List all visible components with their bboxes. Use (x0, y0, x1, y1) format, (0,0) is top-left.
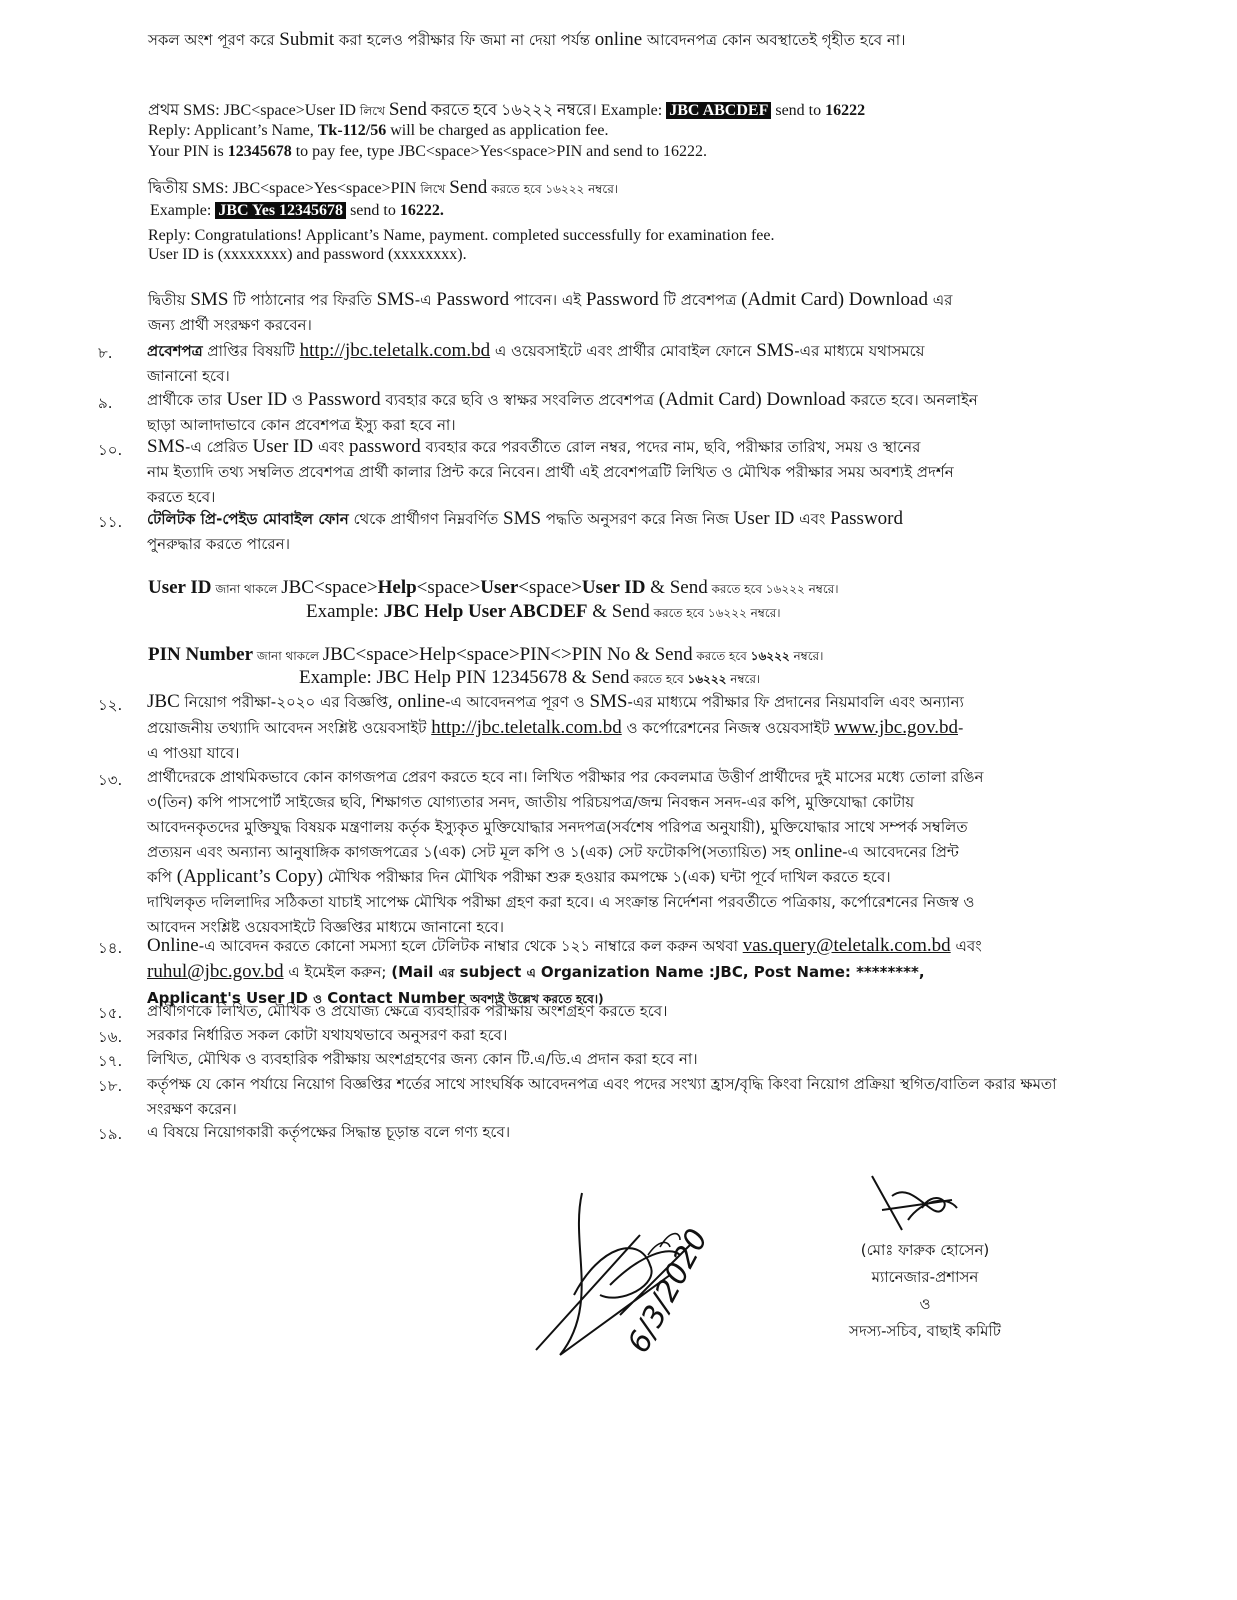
item-number: ১০. (98, 441, 123, 459)
item11-line2: পুনরুদ্ধার করতে পারেন। (147, 535, 290, 553)
item11-line1: টেলিটক প্রি-পেইড মোবাইল ফোন থেকে প্রার্থীগণ নিম্নবর্ণিত SMS পদ্ধতি অনুসরণ করে নিজ নিজ User ID এবং Password (147, 508, 903, 529)
signatory-name: (মোঃ ফারুক হোসেন) (860, 1241, 990, 1259)
item13-line2: ৩(তিন) কপি পাসপোর্ট সাইজের ছবি, শিক্ষাগত যোগ্যতার সনদ, জাতীয় পরিচয়পত্র/জন্ম নিবন্ধন সনদ-এর কপি, মুক্তিযোদ্ধা কোটায় (147, 793, 915, 811)
help-user-line2: Example: JBC Help User ABCDEF & Send করতে হবে ১৬২২২ নম্বরে। (306, 601, 781, 622)
sms2-example-highlight: JBC Yes 12345678 (215, 202, 346, 219)
list-item-19: এ বিষয়ে নিয়োগকারী কর্তৃপক্ষের সিদ্ধান্ত চূড়ান্ত বলে গণ্য হবে। (147, 1123, 511, 1141)
list-item-13 (147, 765, 1119, 940)
item8-line2: জানানো হবে। (147, 367, 230, 385)
list-item-11 (147, 507, 1119, 557)
item10-line3: করতে হবে। (147, 488, 216, 506)
item14-line2: ruhul@jbc.gov.bd এ ইমেইল করুন; (Mail এর subject এ Organization Name :JBC, Post Name: ********, (147, 961, 925, 982)
item13-line5: কপি (Applicant’s Copy) মৌখিক পরীক্ষার দিন মৌখিক পরীক্ষা শুরু হওয়ার কমপক্ষে ১(এক) ঘন্টা পূর্বে দাখিল করতে হবে। (147, 866, 891, 887)
sms2-line4: User ID is (xxxxxxxx) and password (xxxxxxxx). (148, 246, 467, 263)
item14-line1: Online-এ আবেদন করতে কোনো সমস্যা হলে টেলিটক নাম্বার থেকে ১২১ নাম্বারে কল করুন অথবা vas.query@teletalk.com.bd এবং (147, 935, 982, 956)
item13-line4: প্রত্যয়ন এবং অন্যান্য আনুষাঙ্গিক কাগজপত্রের ১(এক) সেট মূল কপি ও ১(এক) সেট ফটোকপি(সত্যায়িত) সহ online-এ আবেদনের প্রিন্ট (147, 841, 959, 862)
list-item-10 (147, 435, 1119, 510)
signatory-title2: সদস্য-সচিব, বাছাই কমিটি (849, 1322, 1001, 1340)
item18-line2: সংরক্ষণ করেন। (147, 1100, 237, 1118)
teletalk-link[interactable]: http://jbc.teletalk.com.bd (299, 340, 491, 361)
list-item-16: সরকার নির্ধারিত সকল কোটা যথাযথভাবে অনুসরণ করা হবে। (147, 1026, 508, 1044)
item-number: ১৫. (98, 1004, 123, 1022)
sms2-line1: দ্বিতীয় SMS: JBC<space>Yes<space>PIN লিখে Send করতে হবে ১৬২২২ নম্বরে। (148, 177, 619, 198)
item12-line1: JBC নিয়োগ পরীক্ষা-২০২০ এর বিজ্ঞপ্তি, online-এ আবেদনপত্র পূরণ ও SMS-এর মাধ্যমে পরীক্ষার ফি প্রদানের নিয়মাবলি এবং অন্যান্য (147, 691, 964, 712)
sms1-example-highlight: JBC ABCDEF (666, 102, 771, 119)
item8-line1: প্রবেশপত্র প্রাপ্তির বিষয়টি http://jbc.teletalk.com.bd এ ওয়েবসাইটে এবং প্রার্থীর মোবাইল ফোনে SMS-এর মাধ্যমে যথাসময়ে (147, 340, 925, 361)
item12-line2: প্রয়োজনীয় তথ্যাদি আবেদন সংশ্লিষ্ট ওয়েবসাইট http://jbc.teletalk.com.bd ও কর্পোরেশনের নিজস্ব ওয়েবসাইট www.jbc.gov.bd- (147, 717, 964, 738)
item-number: ৯. (98, 394, 113, 412)
item-number: ১৮. (98, 1077, 123, 1095)
vas-query-email-link[interactable]: vas.query@teletalk.com.bd (742, 935, 951, 956)
item-number: ১৩. (98, 771, 123, 789)
item-number: ১১. (98, 513, 123, 531)
item18-line1: কর্তৃপক্ষ যে কোন পর্যায়ে নিয়োগ বিজ্ঞপ্তির শর্তের সাথে সাংঘর্ষিক আবেদনপত্র এবং পদের সংখ্যা হ্রাস/বৃদ্ধি কিংবা নিয়োগ প্রক্রিয়া স্থগিত/বাতিল করার ক্ষমতা (147, 1075, 1057, 1093)
item13-line7: আবেদন সংশ্লিষ্ট ওয়েবসাইটে বিজ্ঞপ্তির মাধ্যমে জানানো হবে। (147, 918, 504, 936)
jbc-website-link[interactable]: www.jbc.gov.bd (834, 717, 958, 738)
item-number: ১৭. (98, 1052, 123, 1070)
sms1-line3: Your PIN is 12345678 to pay fee, type JBC<space>Yes<space>PIN and send to 16222. (148, 143, 708, 160)
password-para-line1: দ্বিতীয় SMS টি পাঠানোর পর ফিরতি SMS-এ Password পাবেন। এই Password টি প্রবেশপত্র (Admit Card) Download এর (148, 289, 953, 310)
help-pin-line2: Example: JBC Help PIN 12345678 & Send করতে হবে ১৬২২২ নম্বরে। (299, 667, 761, 688)
item-number: ১৯. (98, 1125, 123, 1143)
item-number: ১৬. (98, 1028, 123, 1046)
item-number: ৮. (98, 344, 113, 362)
list-item-17: লিখিত, মৌখিক ও ব্যবহারিক পরীক্ষায় অংশগ্রহণের জন্য কোন টি.এ/ডি.এ প্রদান করা হবে না। (147, 1050, 698, 1068)
sms1-line1: প্রথম SMS: JBC<space>User ID লিখে Send করতে হবে ১৬২২২ নম্বরে। Example: JBC ABCDEF send to 16222 (148, 99, 866, 120)
list-item-12 (147, 690, 1119, 766)
signatory-title1: ম্যানেজার-প্রশাসন (871, 1268, 979, 1286)
signature-date: 6/3/2020 (621, 1223, 716, 1359)
handwritten-signature-left (530, 1185, 790, 1385)
item9-line2: ছাড়া আলাদাভাবে কোন প্রবেশপত্র ইস্যু করা হবে না। (147, 416, 456, 434)
item13-line6: দাখিলকৃত দলিলাদির সঠিকতা যাচাই সাপেক্ষ মৌখিক পরীক্ষা গ্রহণ করা হবে। এ সংক্রান্ত নির্দেশনা পরবর্তীতে পত্রিকায়, কর্পোরেশনের নিজস্ব ও (147, 893, 975, 911)
item-number: ১৪. (98, 939, 123, 957)
item10-line1: SMS-এ প্রেরিত User ID এবং password ব্যবহার করে পরবর্তীতে রোল নম্বর, পদের নাম, ছবি, পরীক্ষার তারিখ, সময় ও স্থানের (147, 436, 921, 457)
ruhul-email-link[interactable]: ruhul@jbc.gov.bd (147, 961, 284, 982)
top-note: সকল অংশ পূরণ করে Submit করা হলেও পরীক্ষার ফি জমা না দেয়া পর্যন্ত online আবেদনপত্র কোন অবস্থাতেই গৃহীত হবে না। (148, 29, 906, 50)
item12-line3: এ পাওয়া যাবে। (147, 744, 240, 762)
list-item-9 (147, 388, 1119, 438)
teletalk-link[interactable]: http://jbc.teletalk.com.bd (431, 717, 622, 738)
item9-line1: প্রার্থীকে তার User ID ও Password ব্যবহার করে ছবি ও স্বাক্ষর সংবলিত প্রবেশপত্র (Admit Card) Download করতে হবে। অনলাইন (147, 389, 978, 410)
item13-line3: আবেদনকৃতদের মুক্তিযুদ্ধ বিষয়ক মন্ত্রণালয় কর্তৃক ইস্যুকৃত মুক্তিযোদ্ধার সনদপত্র(সর্বশেষ পরিপত্র অনুযায়ী), মুক্তিযোদ্ধার সাথে সম্পর্ক সম্বলিত (147, 818, 968, 836)
item13-line1: প্রার্থীদেরকে প্রাথমিকভাবে কোন কাগজপত্র প্রেরণ করতে হবে না। লিখিত পরীক্ষার পর কেবলমাত্র উত্তীর্ণ প্রার্থীদের দুই মাসের মধ্যে তোলা রঙিন (147, 768, 984, 786)
password-para-line2: জন্য প্রার্থী সংরক্ষণ করবেন। (148, 316, 312, 334)
sms1-line2: Reply: Applicant’s Name, Tk-112/56 will be charged as application fee. (148, 122, 609, 139)
signatory-and: ও (919, 1295, 931, 1313)
help-user-line1: User ID জানা থাকলে JBC<space>Help<space>User<space>User ID & Send করতে হবে ১৬২২২ নম্বরে। (148, 577, 839, 598)
signatory-block (825, 1237, 1025, 1345)
sms2-line3: Reply: Congratulations! Applicant’s Name, payment. completed successfully for examination fee. (148, 227, 775, 244)
sms2-line2: Example: JBC Yes 12345678 send to 16222. (150, 202, 444, 219)
help-pin-line1: PIN Number জানা থাকলে JBC<space>Help<space>PIN<>PIN No & Send করতে হবে ১৬২২২ নম্বরে। (148, 644, 824, 665)
item-number: ১২. (98, 696, 123, 714)
item14-line3: Applicant's User ID ও Contact Number অবশ্যই উল্লেখ করতে হবে।) (147, 989, 604, 1007)
list-item-18 (147, 1072, 1119, 1122)
list-item-15: প্রার্থীগণকে লিখিত, মৌখিক ও প্রযোজ্য ক্ষেত্রে ব্যবহারিক পরীক্ষায় অংশগ্রহণ করতে হবে। (147, 1002, 668, 1020)
handwritten-signature-right (862, 1170, 972, 1240)
item10-line2: নাম ইত্যাদি তথ্য সম্বলিত প্রবেশপত্র প্রার্থী কালার প্রিন্ট করে নিবেন। প্রার্থী এই প্রবেশপত্রটি লিখিত ও মৌখিক পরীক্ষার সময় অবশ্যই প্রদর্শন (147, 463, 954, 481)
list-item-8 (147, 338, 1119, 389)
